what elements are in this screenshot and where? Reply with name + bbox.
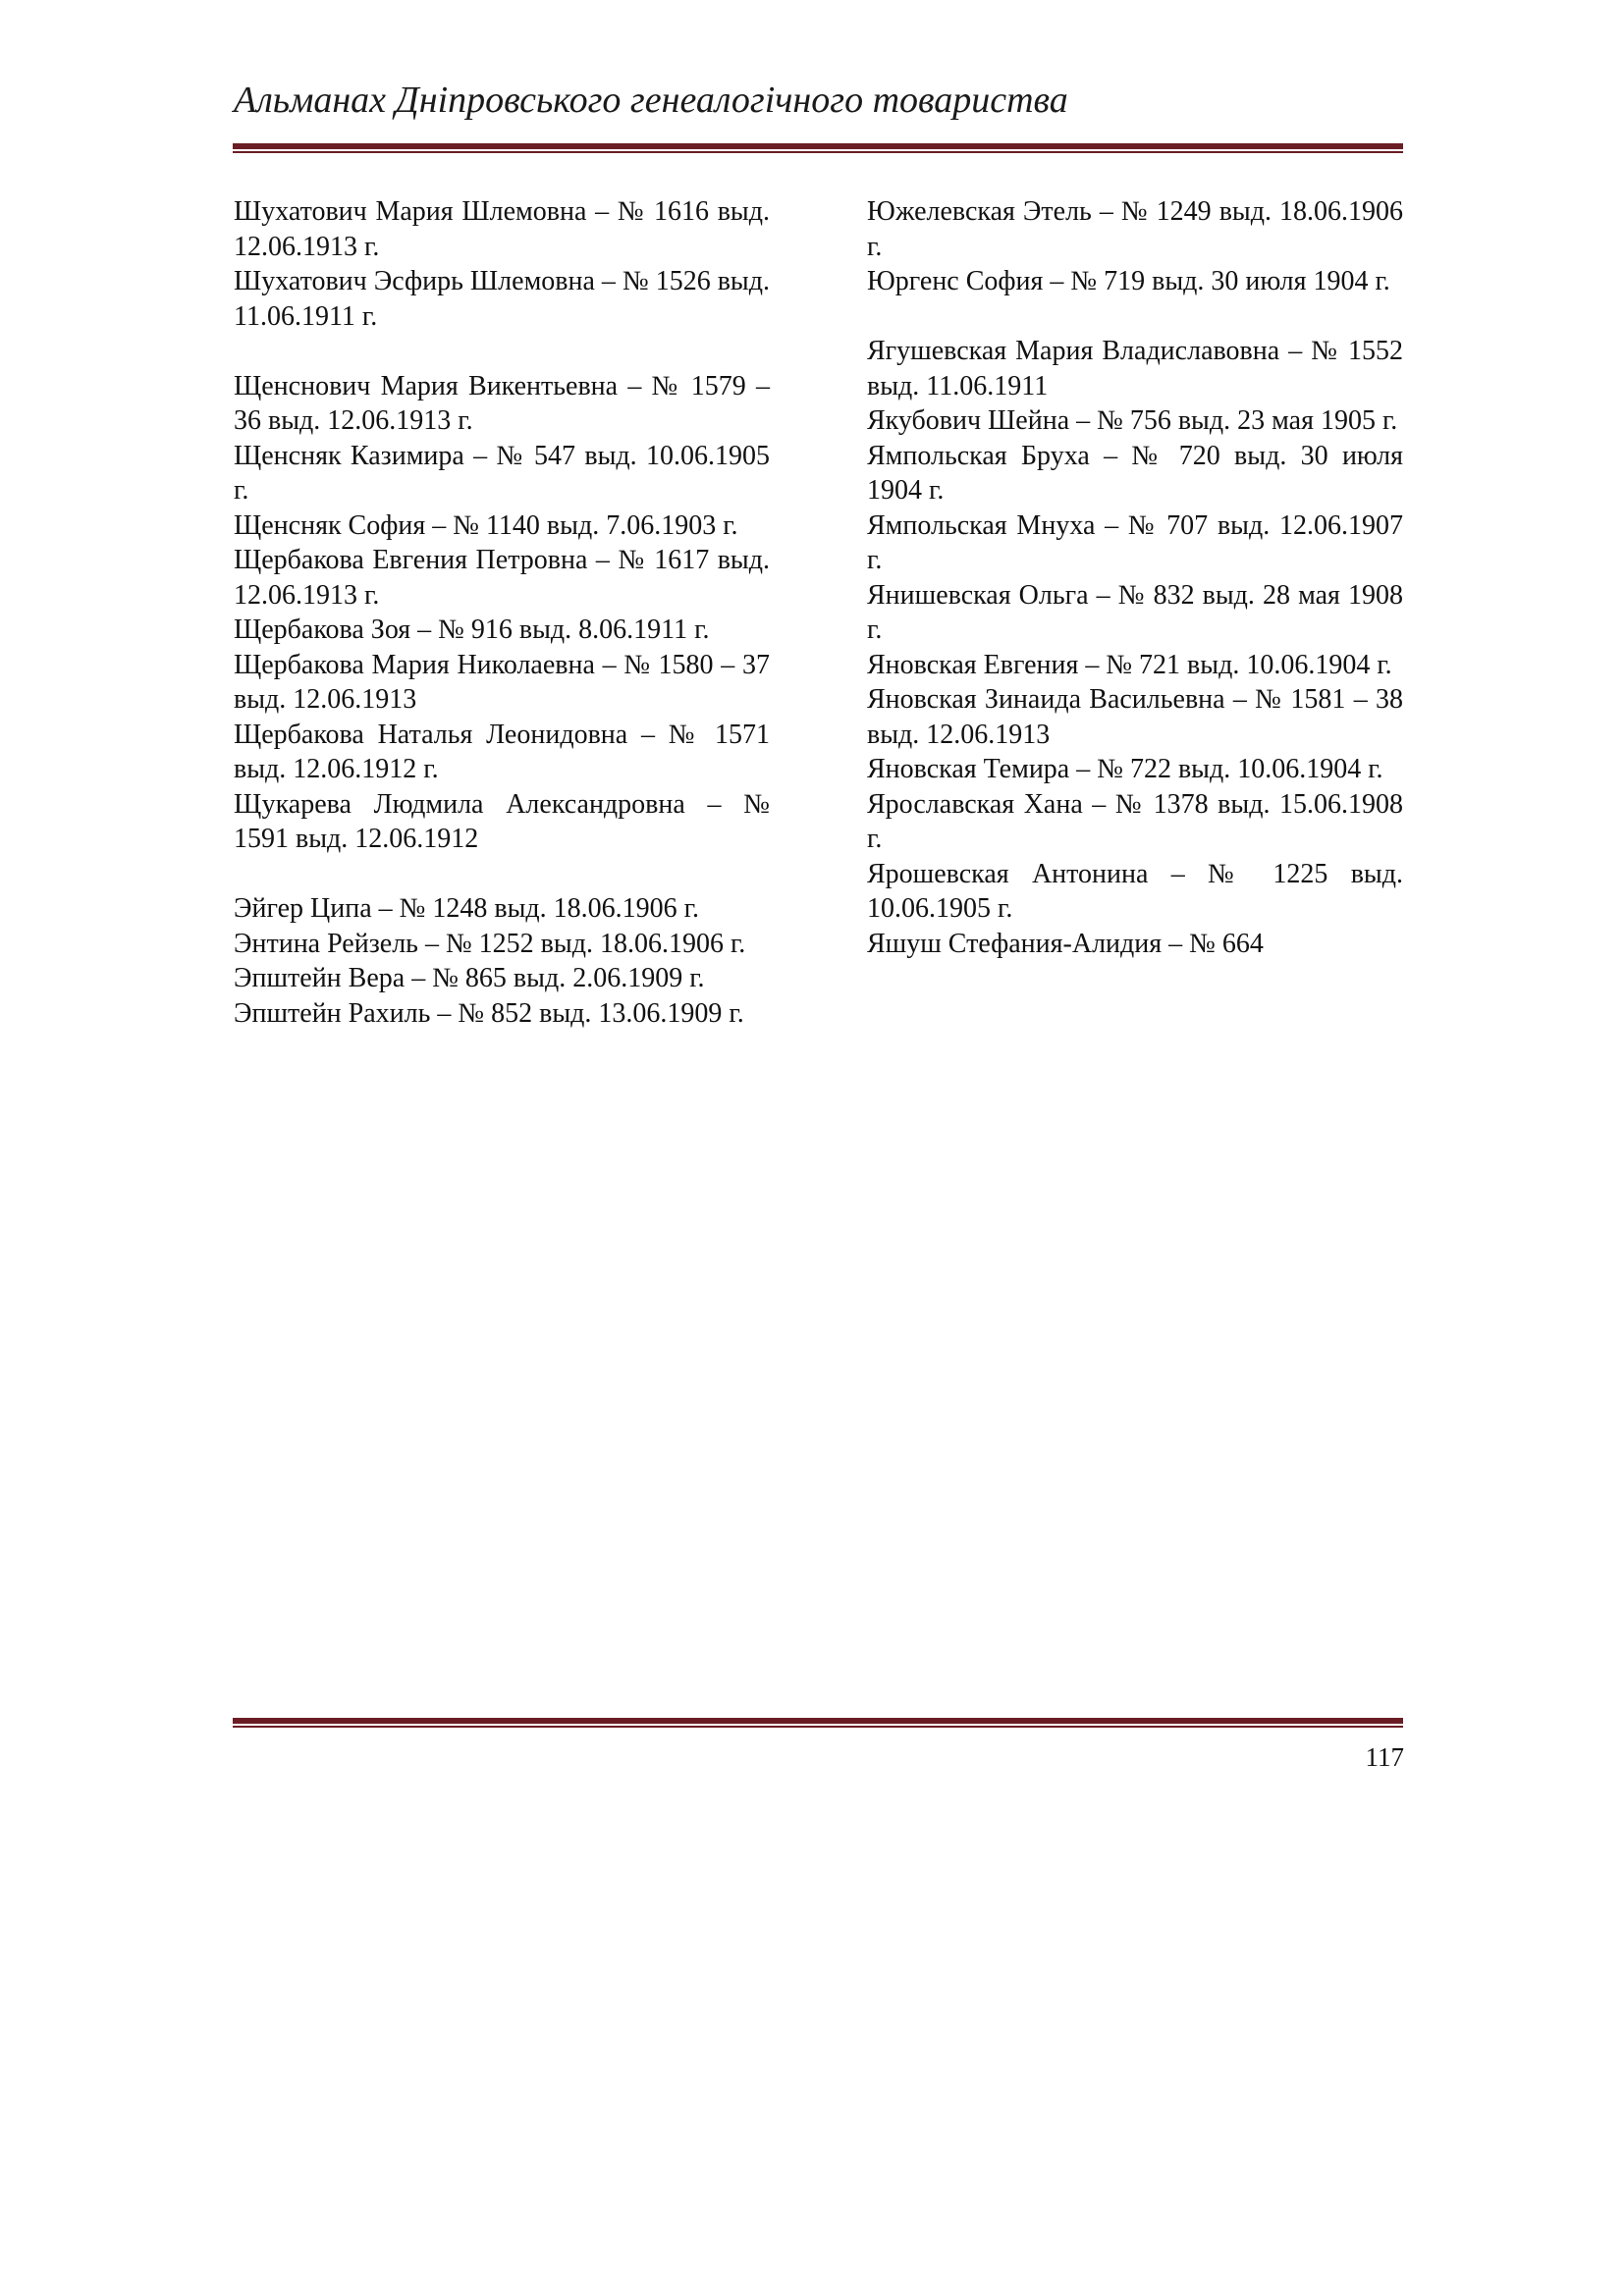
- header-divider: [233, 143, 1403, 153]
- list-entry: Шухатович Эсфирь Шлемовна – № 1526 выд. 11.06.1911 г.: [234, 266, 770, 332]
- list-entry: Якубович Шейна – № 756 выд. 23 мая 1905 г.: [867, 405, 1398, 436]
- page-number: 117: [1365, 1742, 1404, 1772]
- list-entry: Ярошевская Антонина – № 1225 выд. 10.06.1905 г.: [867, 858, 1403, 924]
- list-entry: Эпштейн Рахиль – № 852 выд. 13.06.1909 г.: [234, 997, 744, 1029]
- list-entry: Ямпольская Мнуха – № 707 выд. 12.06.1907 г.: [867, 509, 1403, 575]
- list-entry: Ягушевская Мария Владиславовна – № 1552 выд. 11.06.1911: [867, 336, 1403, 401]
- list-entry: Яновская Евгения – № 721 выд. 10.06.1904 г.: [867, 649, 1392, 680]
- list-entry: Ярославская Хана – № 1378 выд. 15.06.1908 г.: [867, 788, 1403, 854]
- list-entry: Юргенс София – № 719 выд. 30 июля 1904 г.: [867, 266, 1390, 296]
- list-entry: Яновская Зинаида Васильевна – № 1581 – 38 выд. 12.06.1913: [867, 684, 1403, 750]
- list-entry: Щенсняк София – № 1140 выд. 7.06.1903 г.: [234, 509, 738, 541]
- list-entry: Яшуш Стефания-Алидия – № 664: [867, 928, 1264, 959]
- group-spacer: [234, 857, 770, 892]
- list-entry: Энтина Рейзель – № 1252 выд. 18.06.1906 г.: [234, 928, 746, 959]
- list-entry: Щербакова Зоя – № 916 выд. 8.06.1911 г.: [234, 614, 710, 645]
- left-column: [234, 194, 770, 1031]
- list-entry: Янишевская Ольга – № 832 выд. 28 мая 1908 г.: [867, 579, 1403, 645]
- list-entry: Щенснович Мария Викентьевна – № 1579 – 36 выд. 12.06.1913 г.: [234, 370, 770, 436]
- list-entry: Ямпольская Бруха – № 720 выд. 30 июля 1904 г.: [867, 440, 1403, 506]
- list-entry: Яновская Темира – № 722 выд. 10.06.1904 г.: [867, 754, 1383, 784]
- almanac-header-title: Альманах Дніпровського генеалогічного товариства: [234, 80, 1068, 121]
- footer-divider: [233, 1718, 1403, 1728]
- group-spacer: [867, 299, 1403, 335]
- list-entry: Щербакова Наталья Леонидовна – № 1571 выд. 12.06.1912 г.: [234, 719, 770, 784]
- list-entry: Щенсняк Казимира – № 547 выд. 10.06.1905 г.: [234, 440, 770, 506]
- list-entry: Щербакова Евгения Петровна – № 1617 выд. 12.06.1913 г.: [234, 545, 770, 611]
- list-entry: Эйгер Ципа – № 1248 выд. 18.06.1906 г.: [234, 893, 699, 924]
- group-spacer: [234, 334, 770, 369]
- list-entry: Щербакова Мария Николаевна – № 1580 – 37 выд. 12.06.1913: [234, 649, 770, 715]
- list-entry: Южелевская Этель – № 1249 выд. 18.06.1906 г.: [867, 196, 1403, 262]
- list-entry: Щукарева Людмила Александровна – № 1591 выд. 12.06.1912: [234, 788, 770, 854]
- right-column: [867, 194, 1403, 961]
- list-entry: Эпштейн Вера – № 865 выд. 2.06.1909 г.: [234, 963, 705, 993]
- list-entry: Шухатович Мария Шлемовна – № 1616 выд. 12.06.1913 г.: [234, 196, 770, 262]
